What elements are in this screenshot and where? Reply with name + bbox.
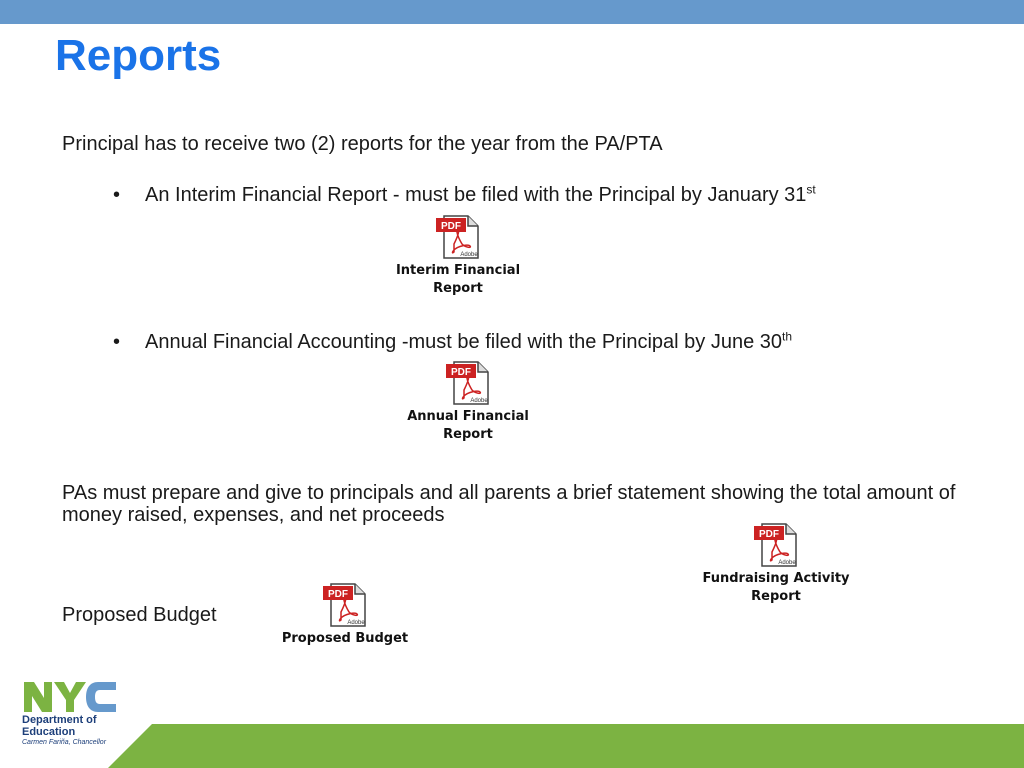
statement-text: PAs must prepare and give to principals and all parents a brief statement showing the total amount of money raised, expenses, and net proceeds <box>62 482 956 526</box>
nyc-logo-mark <box>22 680 118 714</box>
top-accent-bar <box>0 0 1024 24</box>
intro-text: Principal has to receive two (2) reports for the year from the PA/PTA <box>62 133 663 155</box>
adobe-brand: Adobe <box>778 560 796 566</box>
bullet-symbol: • <box>113 331 121 353</box>
bullet-text: Annual Financial Accounting -must be filed with the Principal by June 30 <box>145 331 783 353</box>
interim-financial-report-attachment[interactable] <box>368 214 548 298</box>
pdf-icon <box>434 214 482 260</box>
pdf-icon <box>444 360 492 406</box>
slide-title: Reports <box>55 31 222 80</box>
attachment-label: Fundraising Activity Report <box>702 571 850 604</box>
bottom-accent-bar <box>0 724 1024 768</box>
attachment-label: Proposed Budget <box>281 631 409 646</box>
fundraising-activity-report-attachment[interactable] <box>686 522 866 606</box>
proposed-budget-attachment[interactable] <box>255 582 435 648</box>
pdf-icon <box>321 582 369 628</box>
date-suffix: th <box>782 329 793 344</box>
pdf-icon <box>752 522 800 568</box>
adobe-brand: Adobe <box>460 252 478 258</box>
pdf-badge: PDF <box>759 529 779 540</box>
date-suffix: st <box>806 182 816 197</box>
attachment-label: Interim Financial Report <box>395 263 521 296</box>
bullet-symbol: • <box>113 184 121 206</box>
proposed-budget-text: Proposed Budget <box>62 604 217 626</box>
nyc-doe-logo: Department of Education Carmen Fariña, Chancellor <box>22 680 132 748</box>
pdf-badge: PDF <box>441 221 461 232</box>
adobe-brand: Adobe <box>470 398 488 404</box>
adobe-brand: Adobe <box>347 620 365 626</box>
annual-financial-report-attachment[interactable] <box>378 360 558 444</box>
attachment-label: Annual Financial Report <box>407 409 529 442</box>
bullet-text: An Interim Financial Report - must be filed with the Principal by January 31 <box>145 184 807 206</box>
pdf-badge: PDF <box>451 367 471 378</box>
pdf-badge: PDF <box>328 589 348 600</box>
